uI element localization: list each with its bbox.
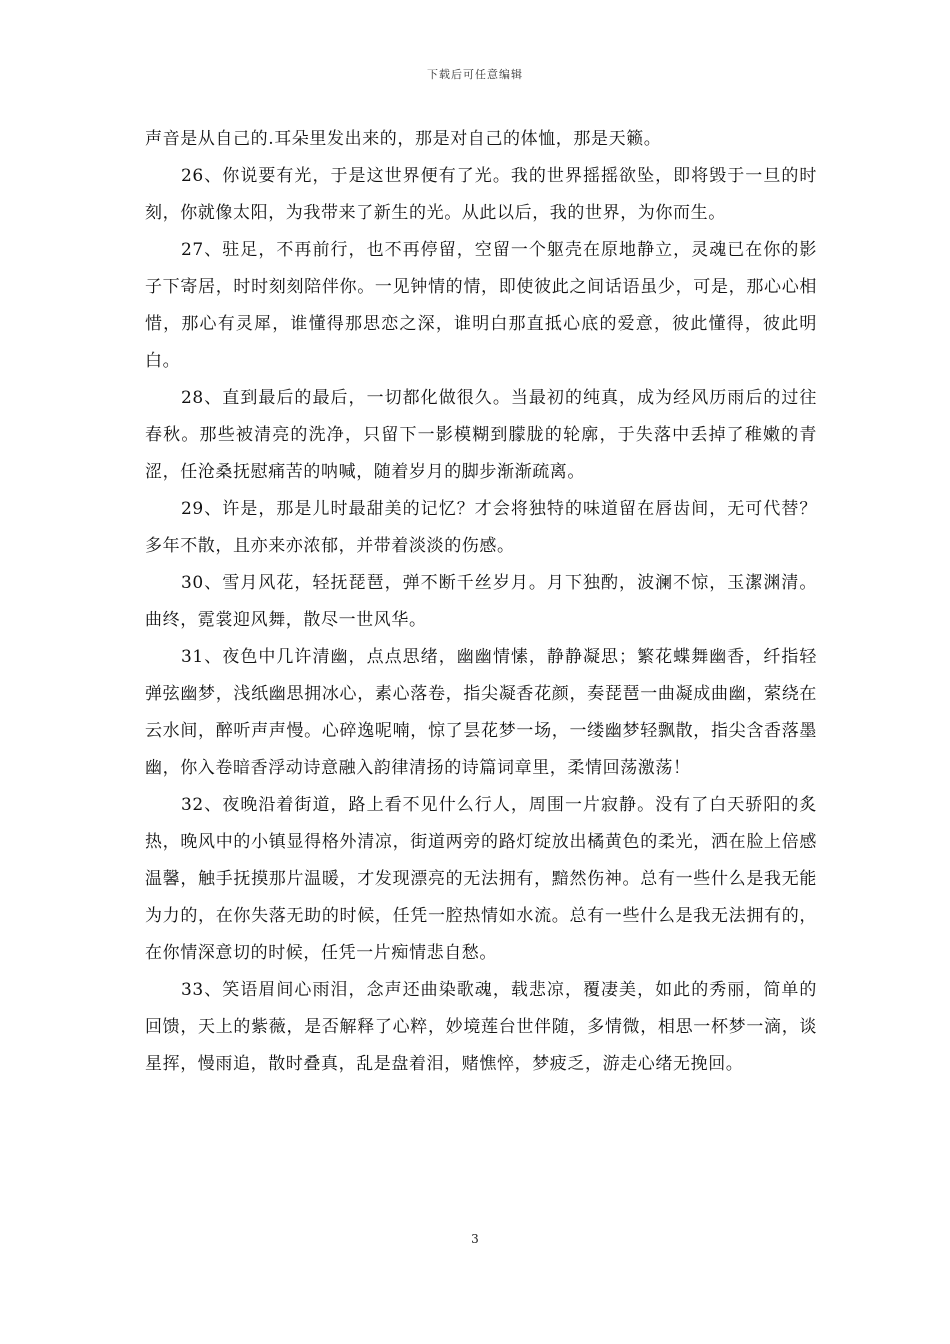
paragraph-33: 33、笑语眉间心雨泪，念声还曲染歌魂，载悲凉，覆凄美，如此的秀丽，简单的回馈，天上的紫薇，是否解释了心粹，妙境莲台世伴随，多情微，相思一杯梦一滴，谈星挥，慢雨追，散时叠真，乱是盘着泪，赌憔悴，梦疲乏，游走心绪无挽回。 <box>145 980 817 1074</box>
paragraph-26: 26、你说要有光，于是这世界便有了光。我的世界摇摇欲坠，即将毁于一旦的时刻，你就像太阳，为我带来了新生的光。从此以后，我的世界，为你而生。 <box>145 166 817 223</box>
paragraph-32: 32、夜晚沿着街道，路上看不见什么行人，周围一片寂静。没有了白天骄阳的炙热，晚风中的小镇显得格外清凉，街道两旁的路灯绽放出橘黄色的柔光，洒在脸上倍感温馨，触手抚摸那片温暖，才发现漂亮的无法拥有，黯然伤神。总有一些什么是我无能为力的，在你失落无助的时候，任凭一腔热情如水流。总有一些什么是我无法拥有的，在你情深意切的时候，任凭一片痴情悲自愁。 <box>145 795 817 963</box>
page-header: 下载后可任意编辑 <box>427 68 523 81</box>
document-body <box>145 121 817 1083</box>
paragraph-28: 28、直到最后的最后，一切都化做很久。当最初的纯真，成为经风历雨后的过往春秋。那些被清亮的洗净，只留下一影模糊到朦胧的轮廓，于失落中丢掉了稚嫩的青涩，任沧桑抚慰痛苦的呐喊，随着岁月的脚步渐渐疏离。 <box>145 388 817 482</box>
paragraph-31: 31、夜色中几许清幽，点点思绪，幽幽情愫，静静凝思；繁花蝶舞幽香，纤指轻弹弦幽梦，浅纸幽思拥冰心，素心落卷，指尖凝香花颜，奏琵琶一曲凝成曲幽，萦绕在云水间，醉听声声慢。心碎逸呢喃，惊了昙花梦一场，一缕幽梦轻飘散，指尖含香落墨幽，你入卷暗香浮动诗意融入韵律清扬的诗篇词章里，柔情回荡激荡！ <box>145 647 817 778</box>
paragraph-29: 29、许是，那是儿时最甜美的记忆？才会将独特的味道留在唇齿间，无可代替？多年不散，且亦来亦浓郁，并带着淡淡的伤感。 <box>145 499 817 556</box>
paragraph-continuation: 声音是从自己的.耳朵里发出来的，那是对自己的体恤，那是天籁。 <box>145 129 662 149</box>
page-number: 3 <box>471 1232 479 1246</box>
paragraph-30: 30、雪月风花，轻抚琵琶，弹不断千丝岁月。月下独酌，波澜不惊，玉潔渊清。曲终，霓裳迎风舞，散尽一世风华。 <box>145 573 817 630</box>
paragraph-27: 27、驻足，不再前行，也不再停留，空留一个躯壳在原地静立，灵魂已在你的影子下寄居，时时刻刻陪伴你。一见钟情的情，即使彼此之间话语虽少，可是，那心心相惜，那心有灵犀，谁懂得那思恋之深，谁明白那直抵心底的爱意，彼此懂得，彼此明白。 <box>145 240 817 371</box>
